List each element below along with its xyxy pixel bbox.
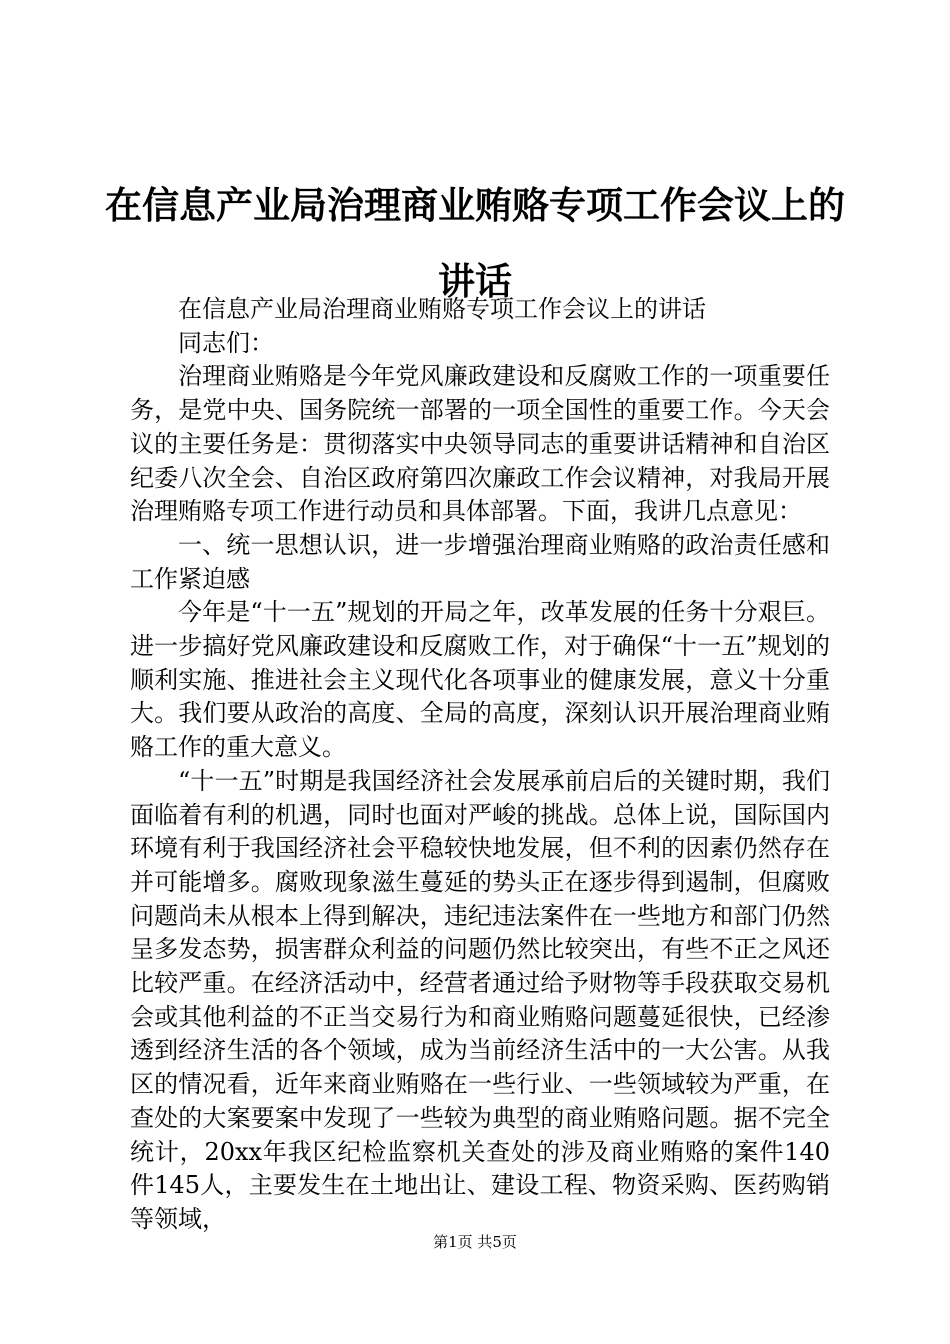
subtitle-paragraph: 在信息产业局治理商业贿赂专项工作会议上的讲话: [178, 295, 706, 323]
body-paragraph: 今年是“十一五”规划的开局之年，改革发展的任务十分艰巨。进一步搞好党风廉政建设和反腐败工作，对于确保“十一五”规划的顺利实施、推进社会主义现代化各项事业的健康发展，意义十分重大。我们要从政治的高度、全局的高度，深刻认识开展治理商业贿赂工作的重大意义。: [130, 598, 830, 762]
section-heading: 一、统一思想认识，进一步增强治理商业贿赂的政治责任感和工作紧迫感: [130, 530, 830, 593]
page-footer: 第1页 共5页: [433, 1233, 517, 1251]
body-paragraph: “十一五”时期是我国经济社会发展承前启后的关键时期，我们面临着有利的机遇，同时也面对严峻的挑战。总体上说，国际国内环境有利于我国经济社会平稳较快地发展，但不利的因素仍然存在并可能增多。腐败现象滋生蔓延的势头正在逐步得到遏制，但腐败问题尚未从根本上得到解决，违纪违法案件在一些地方和部门仍然呈多发态势，损害群众利益的问题仍然比较突出，有些不正之风还比较严重。在经济活动中，经营者通过给予财物等手段获取交易机会或其他利益的不正当交易行为和商业贿赂问题蔓延很快，已经渗透到经济生活的各个领域，成为当前经济生活中的一大公害。从我区的情况看，近年来商业贿赂在一些行业、一些领域较为严重，在查处的大案要案中发现了一些较为典型的商业贿赂问题。据不完全统计，20xx年我区纪检监察机关查处的涉及商业贿赂的案件140件145人，主要发生在土地出让、建设工程、物资采购、医药购销等领域，: [130, 766, 830, 1233]
body-paragraph: 治理商业贿赂是今年党风廉政建设和反腐败工作的一项重要任务，是党中央、国务院统一部署的一项全国性的重要工作。今天会议的主要任务是：贯彻落实中央领导同志的重要讲话精神和自治区纪委八次全会、自治区政府第四次廉政工作会议精神，对我局开展治理贿赂专项工作进行动员和具体部署。下面，我讲几点意见：: [130, 362, 830, 526]
document-body: [130, 293, 830, 1237]
document-title: 在信息产业局治理商业贿赂专项工作会议上的讲话: [105, 184, 845, 303]
salutation-paragraph: 同志们：: [178, 328, 274, 357]
